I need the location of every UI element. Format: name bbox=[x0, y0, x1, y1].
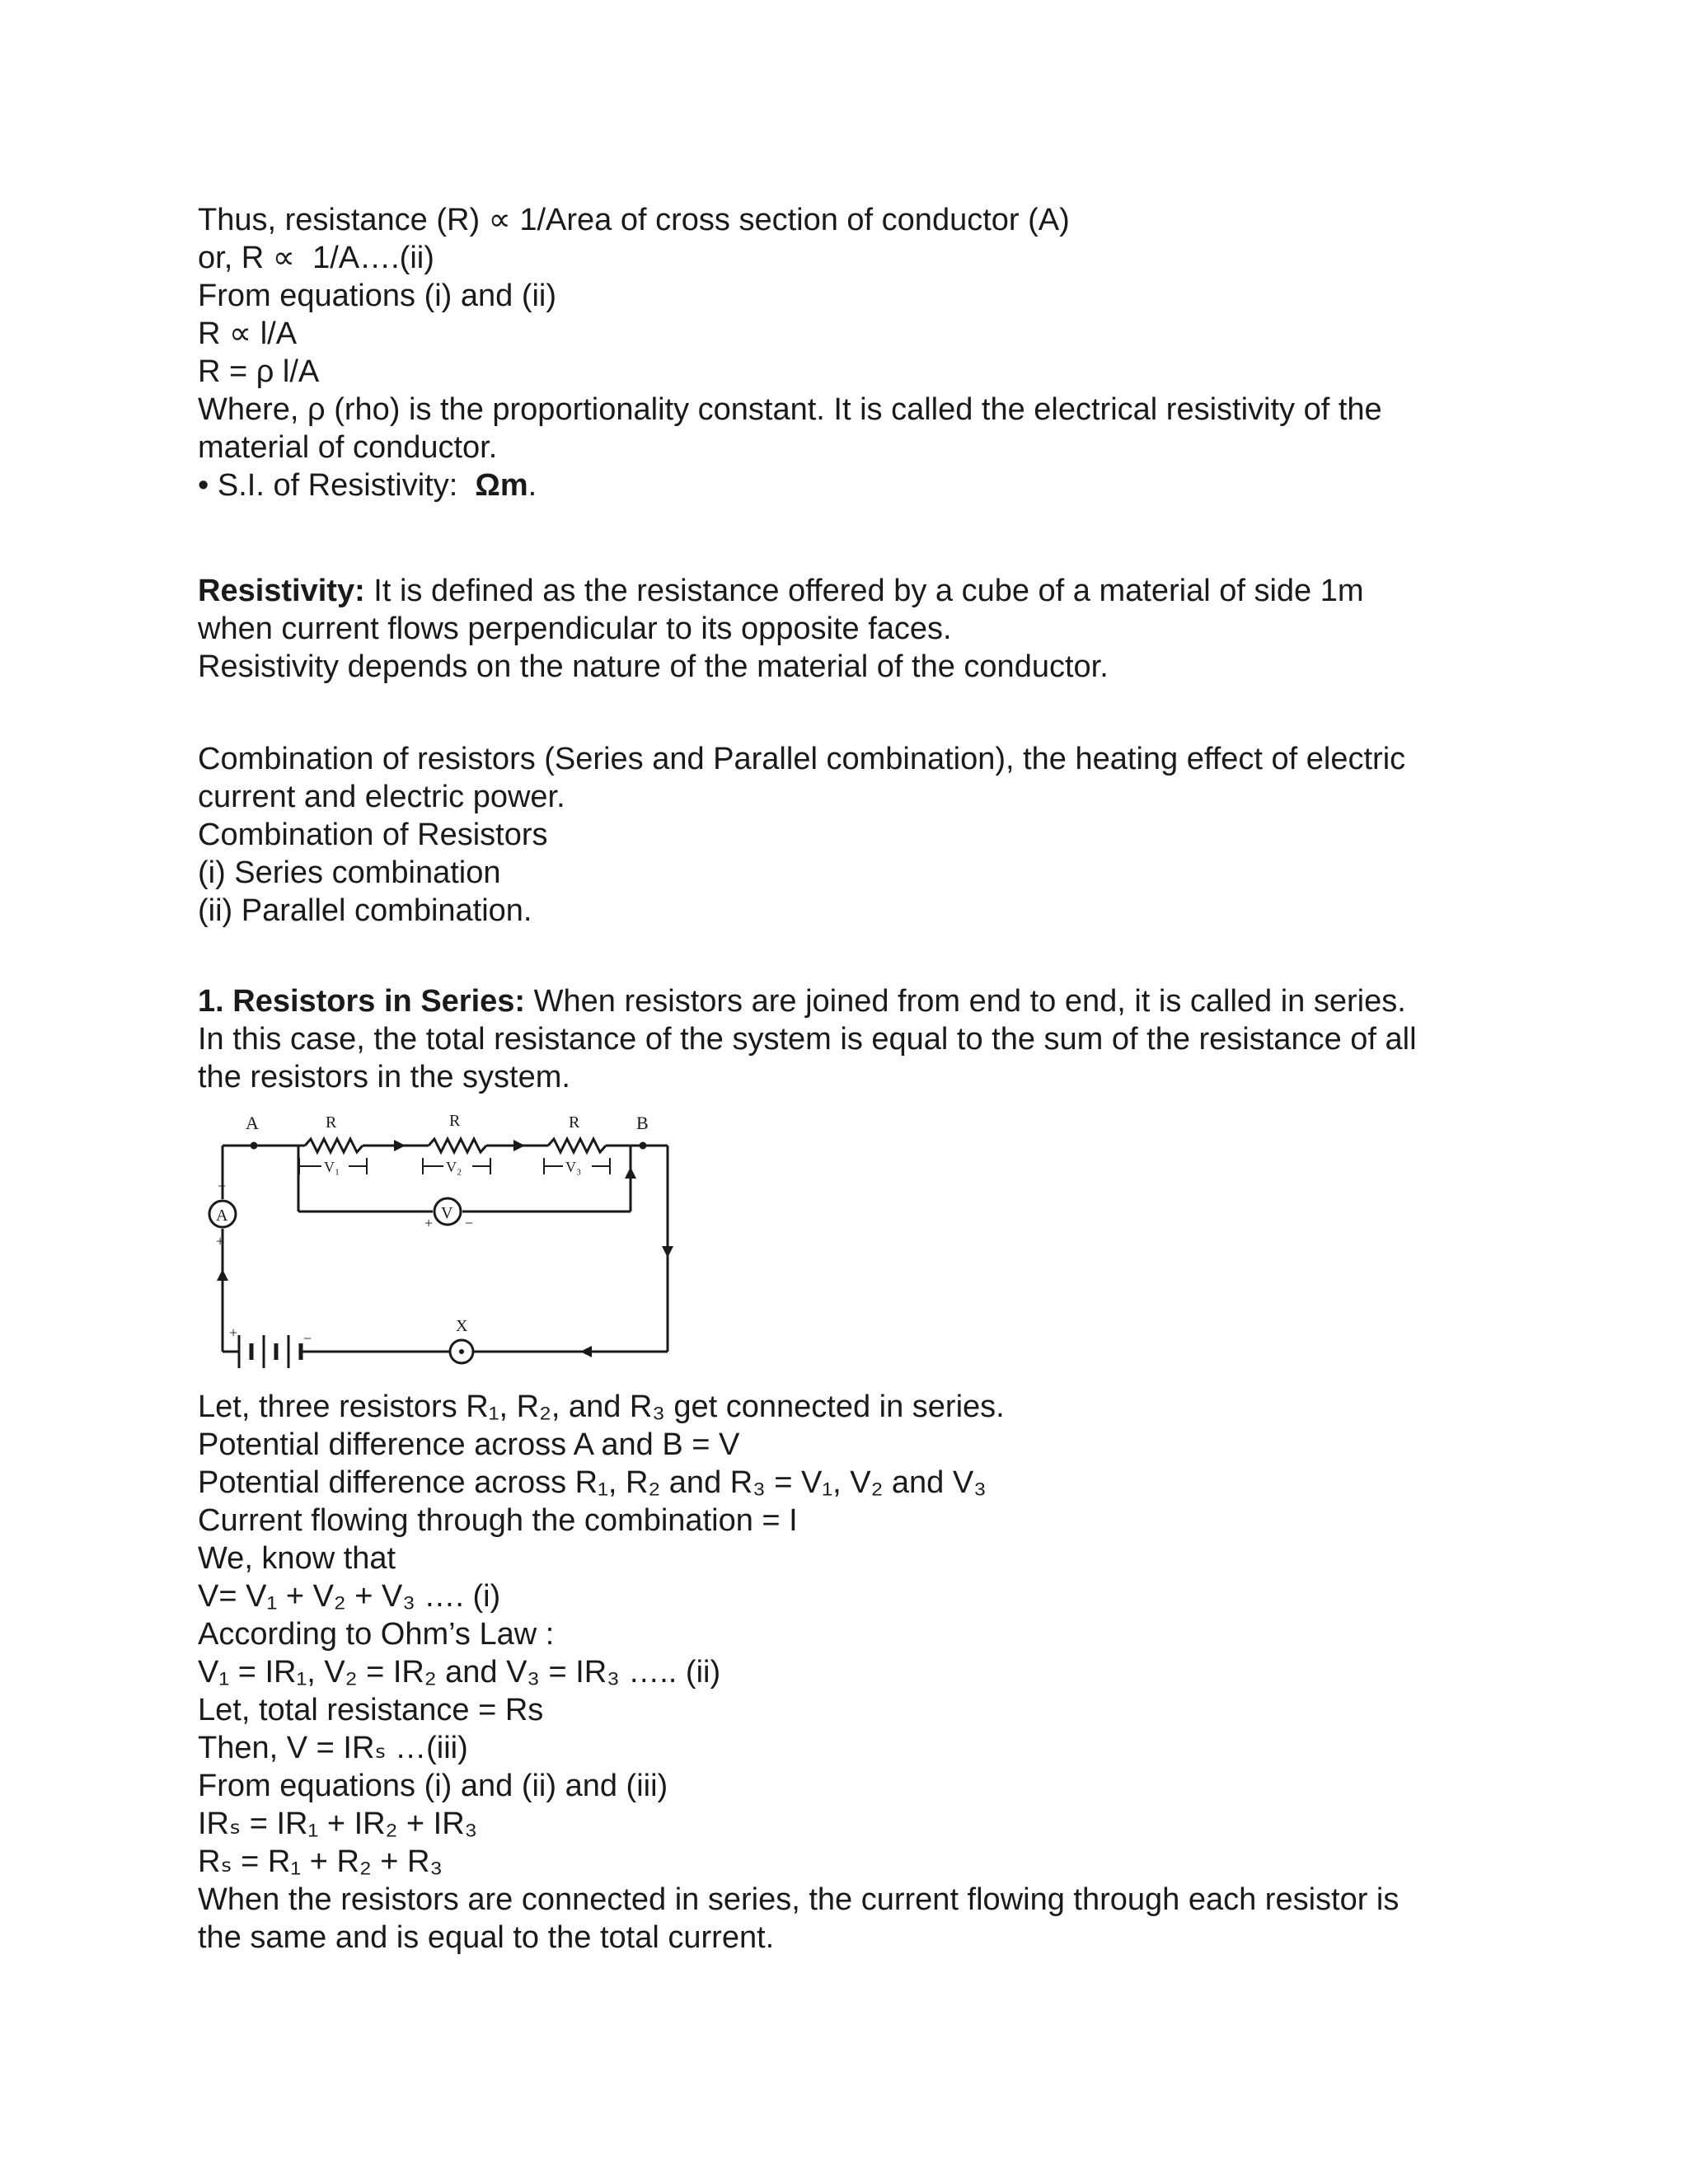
battery-icon bbox=[239, 1335, 301, 1368]
text-line: According to Ohm’s Law : bbox=[198, 1617, 555, 1652]
text-line: Combination of Resistors bbox=[198, 818, 548, 852]
text-line: (ii) Parallel combination. bbox=[198, 893, 532, 928]
text-line: When the resistors are connected in series, the current flowing through each resistor is bbox=[198, 1882, 1400, 1917]
text-line: Thus, resistance (R) ∝ 1/Area of cross section of conductor (A) bbox=[198, 203, 1070, 237]
series-circuit-diagram bbox=[198, 1104, 692, 1376]
text-line: Where, ρ (rho) is the proportionality constant. It is called the electrical resistivity of the bbox=[198, 392, 1382, 427]
node-b bbox=[640, 1143, 645, 1148]
label-a: A bbox=[246, 1113, 259, 1133]
text-line: current and electric power. bbox=[198, 780, 565, 814]
resistivity-definition bbox=[198, 572, 1517, 686]
arrow-left-icon bbox=[580, 1346, 592, 1357]
si-prefix: • S.I. of Resistivity: bbox=[198, 468, 476, 503]
resistivity-term: Resistivity: bbox=[198, 574, 365, 608]
text-line bbox=[198, 572, 1517, 610]
current-arrow-icon bbox=[394, 1140, 406, 1151]
label-b: B bbox=[636, 1113, 649, 1133]
resistor-label: R bbox=[326, 1113, 337, 1132]
text-line: From equations (i) and (ii) and (iii) bbox=[198, 1769, 668, 1803]
text-line: R = ρ l/A bbox=[198, 354, 320, 389]
text-line: Let, total resistance = Rs bbox=[198, 1693, 544, 1727]
voltmeter-plus: + bbox=[424, 1215, 434, 1231]
text-line: (i) Series combination bbox=[198, 855, 501, 890]
voltage-label-v3: V₃ bbox=[565, 1159, 582, 1175]
arrow-down-icon bbox=[662, 1246, 673, 1258]
key-plug bbox=[459, 1349, 464, 1354]
text-line: We, know that bbox=[198, 1541, 396, 1576]
text-line: IRₛ = IR₁ + IR₂ + IR₃ bbox=[198, 1807, 478, 1841]
text-line bbox=[198, 982, 1517, 1020]
voltmeter-minus: − bbox=[465, 1215, 474, 1231]
text-line: Resistivity depends on the nature of the material of the conductor. bbox=[198, 649, 1109, 684]
text-line: Rₛ = R₁ + R₂ + R₃ bbox=[198, 1844, 443, 1879]
resistance-derivation bbox=[198, 201, 1517, 504]
text-line: From equations (i) and (ii) bbox=[198, 279, 557, 313]
text-line: In this case, the total resistance of the system is equal to the sum of the resistance of all bbox=[198, 1022, 1417, 1057]
series-derivation bbox=[198, 1388, 1517, 1957]
ammeter-label: A bbox=[216, 1207, 228, 1225]
key-label: X bbox=[456, 1317, 468, 1335]
series-heading: 1. Resistors in Series: bbox=[198, 984, 526, 1019]
text-line: V₁ = IR₁, V₂ = IR₂ and V₃ = IR₃ ….. (ii) bbox=[198, 1655, 721, 1690]
series-heading-block bbox=[198, 982, 1517, 1096]
text-line: or, R ∝ 1/A….(ii) bbox=[198, 241, 434, 275]
voltage-label-v1: V₁ bbox=[324, 1159, 340, 1175]
si-unit-line bbox=[198, 466, 1517, 504]
combination-intro bbox=[198, 740, 1517, 930]
arrow-up-icon bbox=[217, 1269, 228, 1281]
text-line: Potential difference across R₁, R₂ and R₃ = V₁, V₂ and V₃ bbox=[198, 1465, 987, 1500]
battery-plus: + bbox=[229, 1324, 238, 1341]
text-line: Current flowing through the combination = I bbox=[198, 1503, 798, 1538]
current-arrow-icon bbox=[513, 1140, 525, 1151]
text-line: Let, three resistors R₁, R₂, and R₃ get connected in series. bbox=[198, 1390, 1005, 1424]
resistor-1 bbox=[305, 1139, 363, 1152]
si-unit: Ωm bbox=[475, 468, 528, 503]
text-line: Then, V = IRₛ …(iii) bbox=[198, 1731, 468, 1765]
resistor-label: R bbox=[569, 1113, 580, 1132]
si-suffix: . bbox=[528, 468, 537, 503]
resistor-3 bbox=[548, 1139, 606, 1152]
battery-minus: − bbox=[303, 1330, 312, 1347]
text-line: Combination of resistors (Series and Parallel combination), the heating effect of electric bbox=[198, 742, 1406, 776]
text-line: Potential difference across A and B = V bbox=[198, 1427, 740, 1462]
voltage-label-v2: V₂ bbox=[446, 1159, 462, 1175]
ammeter-plus: + bbox=[216, 1233, 225, 1249]
text-line: when current flows perpendicular to its opposite faces. bbox=[198, 612, 952, 646]
ammeter-minus: − bbox=[218, 1178, 227, 1194]
resistivity-def: It is defined as the resistance offered by a cube of a material of side 1m bbox=[364, 574, 1364, 608]
voltmeter-label: V bbox=[441, 1204, 453, 1222]
text-line: V= V₁ + V₂ + V₃ …. (i) bbox=[198, 1579, 501, 1614]
text-line: material of conductor. bbox=[198, 430, 498, 465]
text-line: the resistors in the system. bbox=[198, 1060, 570, 1094]
text-line: the same and is equal to the total current. bbox=[198, 1920, 775, 1955]
resistor-label: R bbox=[449, 1112, 461, 1130]
resistor-2 bbox=[429, 1139, 486, 1152]
series-def: When resistors are joined from end to end, it is called in series. bbox=[525, 984, 1406, 1019]
node-a bbox=[251, 1143, 256, 1148]
arrow-up-icon bbox=[625, 1167, 636, 1179]
text-line: R ∝ l/A bbox=[198, 316, 298, 351]
